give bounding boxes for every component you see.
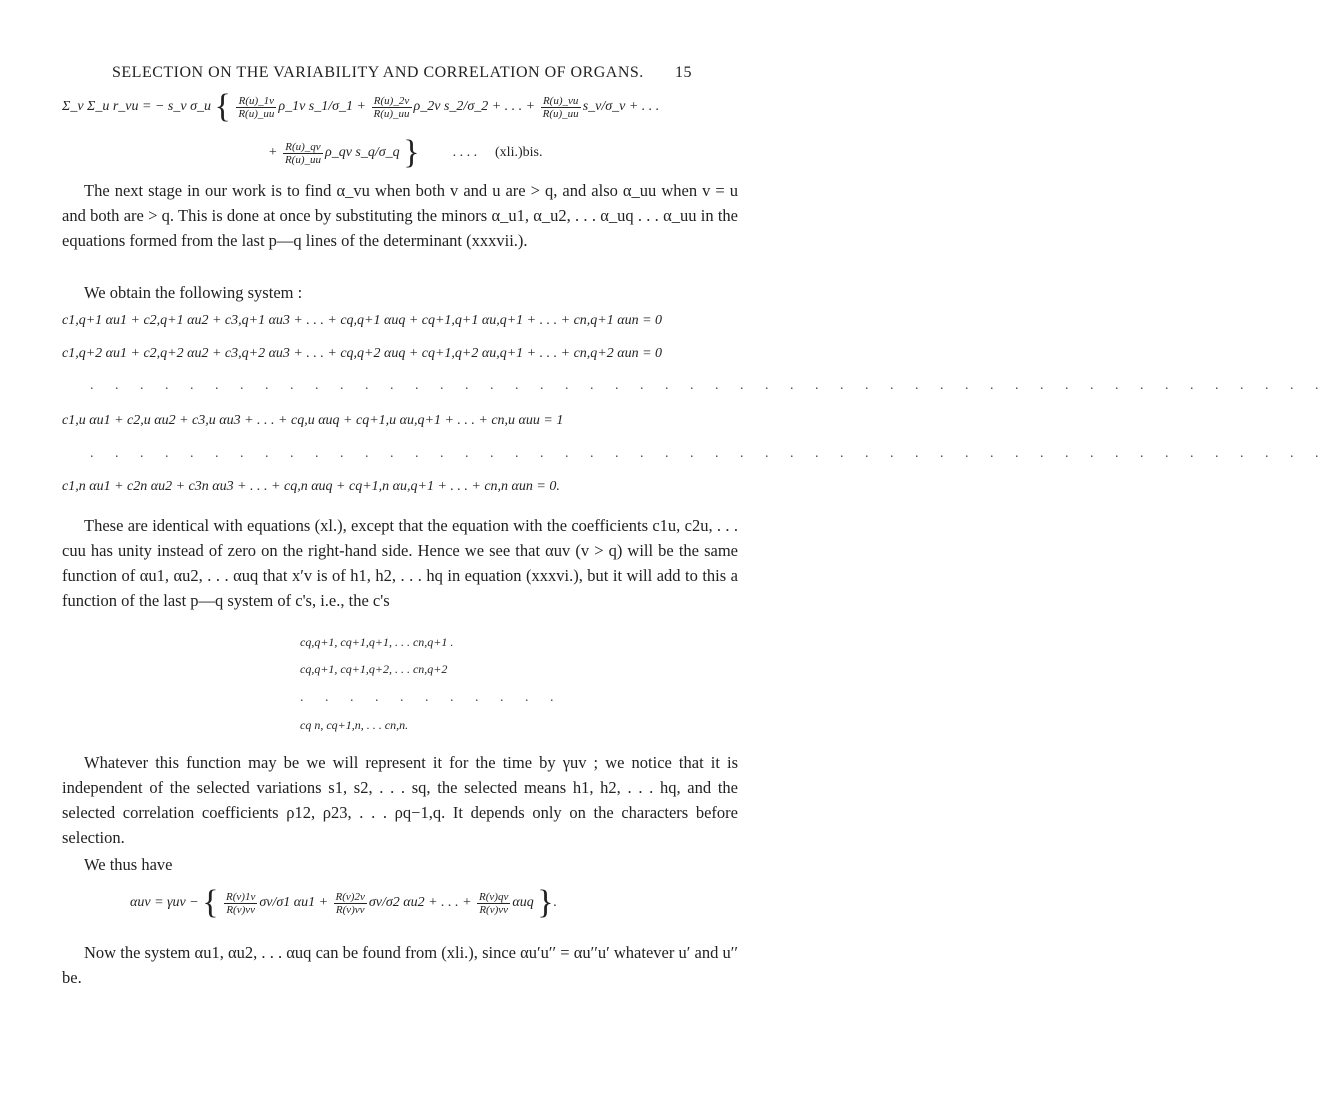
paragraph-obtain-system: We obtain the following system : [84, 283, 303, 302]
c-list-row-1: cq,q+1, cq+1,q+1, . . . cn,q+1 . [300, 635, 454, 649]
term-tail: ρ_2v s_2/σ_2 [413, 99, 489, 115]
paragraph-now-system: Now the system αu1, αu2, . . . αuq can be found from (xli.), since αu′u′′ = αu′′u′ whatever u′ and u′′ be. [62, 943, 738, 987]
paragraph-identical: These are identical with equations (xl.), except that the equation with the coefficients c1u, c2u, . . . cuu has unity instead of zero on the right-hand side. Hence we see that αuv (v > q) will be the same function of αu1, αu2, . . . αuq that x′v is of h1, h2, . . . hq in equation (xxxvi.), but it will add to this a function of the last p—q system of c's, i.e., the c's [62, 516, 738, 610]
paragraph-whatever-function: Whatever this function may be we will represent it for the time by γuv ; we notice that it is independent of the selected variations s1, s2, . . . sq, the selected means h1, h2, . . . hq, and the selected correlation coefficients ρ12, ρ23, . . . ρq−1,q. It depends only on the characters before selection. [62, 753, 738, 847]
term-tail: ρ_qv s_q/σ_q [325, 145, 400, 161]
system-row-4: c1,n αu1 + c2n αu2 + c3n αu3 + . . . + cq,n αuq + cq+1,n αu,q+1 + . . . + cn,n αun = 0. [62, 479, 560, 494]
close-brace: } [403, 134, 420, 171]
open-brace: { [202, 884, 219, 921]
paragraph-next-stage: The next stage in our work is to find α_vu when both v and u are > q, and also α_uu when v = u and both are > q. This is done at once by substituting the minors α_u1, α_u2, . . . α_uq . . . α_uu in the equations formed from the last p—q lines of the determinant (xxxvii.). [62, 181, 738, 250]
term-tail: s_v/σ_v [582, 99, 626, 115]
fraction: $\frac{R(u)\_2v}{R(u)\_uu}$ [373, 94, 410, 120]
term-tail: ρ_1v s_1/σ_1 [278, 99, 354, 115]
page-number: 15 [675, 64, 692, 81]
equation-xli-bis-line1: Σ_v Σ_u r_vu = − s_v σ_u { $\frac{R(u)\_1v}{R(u)\_uu}$ ρ_1v s_1/σ_1 + $\frac{R(u)\_2v}{R(u)\_uu}$ ρ_2v s_2/σ_2 + . . . + $\frac{R(u)\_vu}{R(u)\_uu}$ s_v/σ_v + . . . [62, 88, 660, 125]
plus-dots: + . . . + [428, 895, 472, 911]
term-tail: σv/σ1 αu1 [259, 895, 316, 911]
open-brace: { [214, 88, 231, 125]
eq-lhs: αuv = γuv − [130, 895, 199, 911]
fraction: $\frac{R(v)2v}{R(v)vv}$ [335, 890, 365, 916]
system-row-2: c1,q+2 αu1 + c2,q+2 αu2 + c3,q+2 αu3 + . . . + cq,q+2 αuq + cq+1,q+2 αu,q+1 + . . . + cn,q+2 αun = 0 [62, 346, 663, 361]
system-row-3: c1,u αu1 + c2,u αu2 + c3,u αu3 + . . . + cq,u αuq + cq+1,u αu,q+1 + . . . + cn,u αuu = 1 [62, 413, 564, 428]
c-list-row-2: cq,q+1, cq+1,q+2, . . . cn,q+2 [300, 662, 448, 676]
eq-lhs: Σ_v Σ_u r_vu = − s_v σ_u [62, 99, 211, 115]
running-title: SELECTION ON THE VARIABILITY AND CORRELATION OF ORGANS. [112, 64, 644, 81]
plus-dots: + . . . + [491, 99, 536, 115]
term-tail: σv/σ2 αu2 [368, 895, 425, 911]
close-brace: } [537, 884, 554, 921]
fraction: $\frac{R(u)\_vu}{R(u)\_uu}$ [542, 94, 579, 120]
equation-number: (xli.)bis. [495, 145, 543, 161]
trailing-dots: + . . . [628, 99, 660, 115]
c-list-row-3: cq n, cq+1,n, . . . cn,n. [300, 718, 409, 732]
dotted-row: . . . . . . . . . . . [300, 690, 563, 705]
dotted-row: . . . . . . . . . . . . . . . . . . . . . . . . . . . . . . . . . . . . . . . . . . . . . . . . . . [90, 446, 1328, 461]
term-tail: αuq [512, 895, 534, 911]
system-row-1: c1,q+1 αu1 + c2,q+1 αu2 + c3,q+1 αu3 + . . . + cq,q+1 αuq + cq+1,q+1 αu,q+1 + . . . + cn,q+1 αun = 0 [62, 313, 663, 328]
fraction: $\frac{R(v)qv}{R(v)vv}$ [479, 890, 509, 916]
fraction: $\frac{R(u)\_qv}{R(u)\_uu}$ [284, 140, 321, 166]
equation-alpha-uv: αuv = γuv − { $\frac{R(v)1v}{R(v)vv}$ σv/σ1 αu1 + $\frac{R(v)2v}{R(v)vv}$ σv/σ2 αu2 + . . . + $\frac{R(v)qv}{R(v)vv}$ αuq }. [130, 884, 558, 921]
equation-xli-bis-line2: + $\frac{R(u)\_qv}{R(u)\_uu}$ ρ_qv s_q/σ_q } . . . . (xli.)bis. [268, 134, 543, 171]
fraction: $\frac{R(u)\_1v}{R(u)\_uu}$ [238, 94, 275, 120]
paragraph-thus-have: We thus have [84, 855, 173, 874]
fraction: $\frac{R(v)1v}{R(v)vv}$ [226, 890, 256, 916]
dotted-row: . . . . . . . . . . . . . . . . . . . . . . . . . . . . . . . . . . . . . . . . . . . . . . . . . . [90, 378, 1328, 393]
